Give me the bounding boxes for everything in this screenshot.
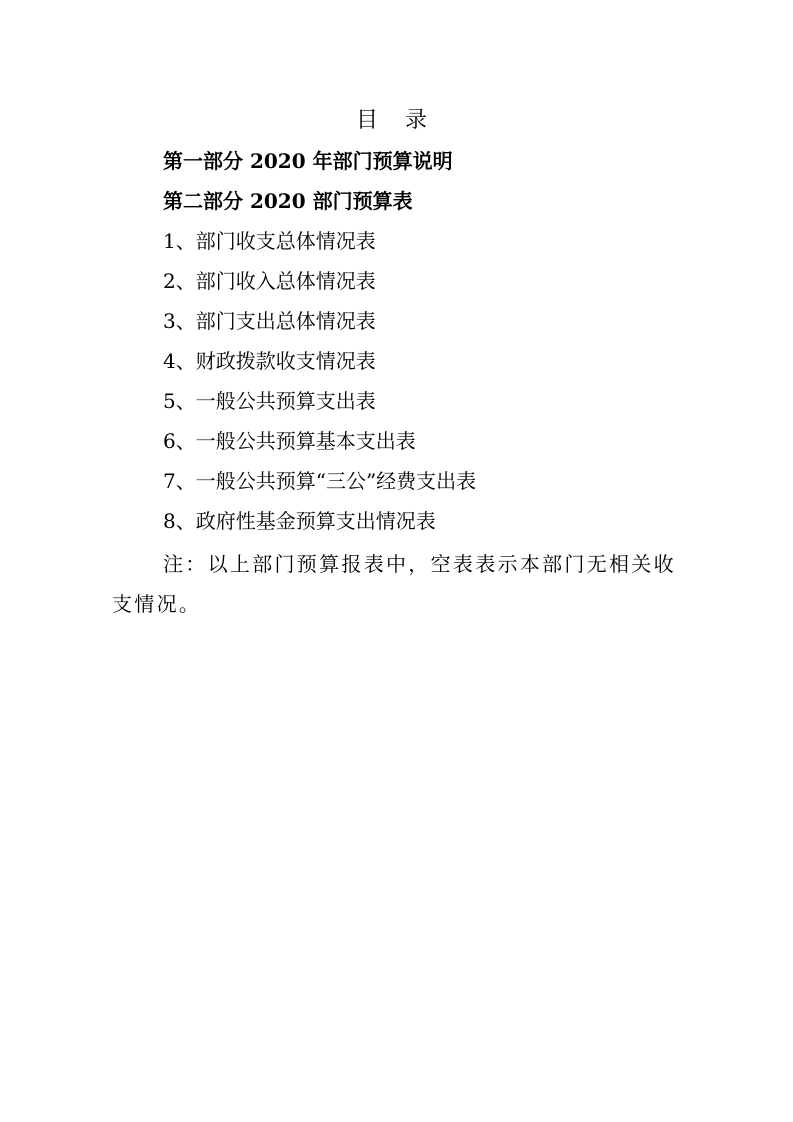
toc-item: 7、一般公共预算“三公”经费支出表: [163, 469, 477, 493]
toc-item: 4、财政拨款收支情况表: [163, 349, 376, 373]
toc-item: 6、一般公共预算基本支出表: [163, 429, 416, 453]
toc-item: 3、部门支出总体情况表: [163, 309, 376, 333]
part-two-heading: 第二部分 2020 部门预算表: [163, 189, 413, 213]
note-paragraph: 注：以上部门预算报表中，空表表示本部门无相关收支情况。: [112, 552, 676, 616]
toc-item: 8、政府性基金预算支出情况表: [163, 509, 436, 533]
toc-item: 2、部门收入总体情况表: [163, 269, 376, 293]
part-one-heading: 第一部分 2020 年部门预算说明: [163, 149, 453, 173]
toc-item: 1、部门收支总体情况表: [163, 229, 376, 253]
toc-item: 5、一般公共预算支出表: [163, 389, 376, 413]
page-title: 目 录: [356, 108, 437, 133]
